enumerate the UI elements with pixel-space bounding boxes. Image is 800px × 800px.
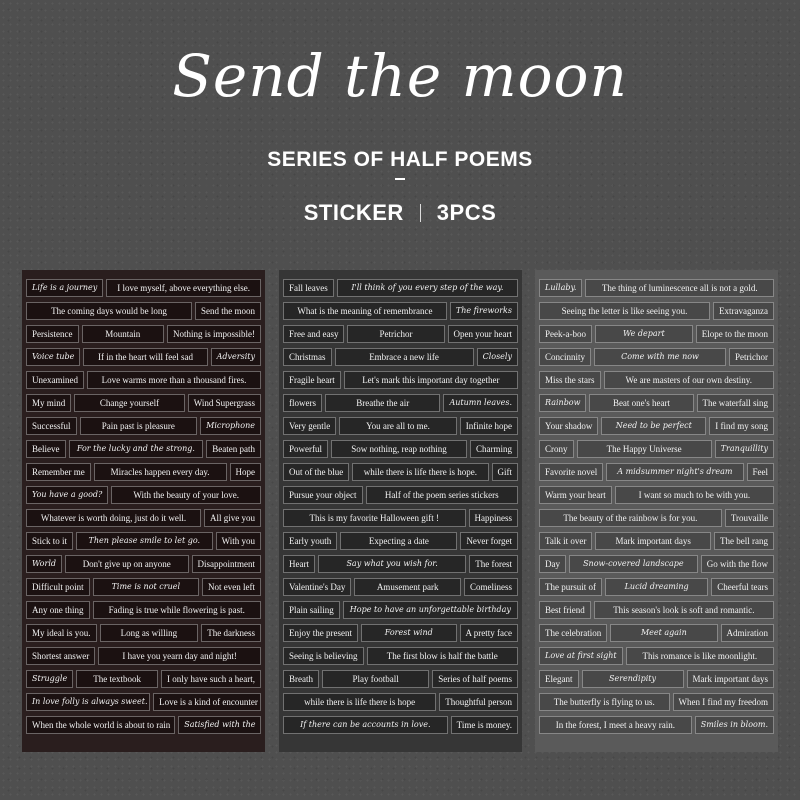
sticker-label: Expecting a date [340, 532, 457, 550]
sticker-row [539, 713, 774, 736]
sticker-label: Disappointment [192, 555, 262, 573]
sticker-label: Difficult point [26, 578, 90, 596]
sticker-label: Stick to it [26, 532, 73, 550]
sticker-label: Lullaby. [539, 279, 582, 297]
sticker-label: Say what you wish for. [318, 555, 466, 573]
sticker-row [283, 276, 518, 299]
sticker-label: Favorite novel [539, 463, 603, 481]
sticker-row [26, 391, 261, 414]
sticker-label: The bell rang [714, 532, 774, 550]
sticker-label: Extravaganza [713, 302, 774, 320]
sticker-row [283, 322, 518, 345]
sticker-label: This romance is like moonlight. [626, 647, 774, 665]
sticker-label: Believe [26, 440, 66, 458]
sticker-row [539, 552, 774, 575]
sticker-row [539, 667, 774, 690]
sticker-row [26, 299, 261, 322]
sticker-label: Enjoy the present [283, 624, 358, 642]
sticker-label: Embrace a new life [335, 348, 474, 366]
sticker-row [283, 437, 518, 460]
sticker-label: The forest [469, 555, 518, 573]
sticker-label: Tranquillity [715, 440, 774, 458]
sticker-label: A midsummer night's dream [606, 463, 743, 481]
product-kind-line [0, 200, 800, 226]
sticker-label: What is the meaning of remembrance [283, 302, 447, 320]
sticker-label: Unexamined [26, 371, 84, 389]
sticker-row [283, 460, 518, 483]
sticker-label: Gift [492, 463, 519, 481]
sticker-label: Series of half poems [432, 670, 518, 688]
sticker-label: Persistence [26, 325, 79, 343]
sticker-label: Then please smile to let go. [76, 532, 213, 550]
sticker-label: I find my song [709, 417, 774, 435]
sticker-label: Plain sailing [283, 601, 340, 619]
separator [420, 204, 421, 222]
sticker-label: Lucid dreaming [605, 578, 708, 596]
sticker-label: Autumn leaves. [443, 394, 518, 412]
sticker-label: Voice tube [26, 348, 80, 366]
sticker-label: A pretty face [460, 624, 518, 642]
sticker-label: The fireworks [450, 302, 518, 320]
sticker-label: With you [216, 532, 261, 550]
sticker-label: Come with me now [594, 348, 726, 366]
sticker-row [26, 552, 261, 575]
sticker-row [26, 690, 261, 713]
sticker-row [283, 299, 518, 322]
sticker-label: Mountain [82, 325, 164, 343]
kind-label: STICKER [303, 200, 404, 225]
sticker-label: Adversity [211, 348, 261, 366]
sticker-label: while there is life there is hope [283, 693, 436, 711]
sticker-label: Powerful [283, 440, 328, 458]
sticker-label: Elope to the moon [696, 325, 774, 343]
sticker-label: Whatever is worth doing, just do it well. [26, 509, 201, 527]
sticker-label: Forest wind [361, 624, 457, 642]
sticker-row [283, 345, 518, 368]
sticker-row [539, 529, 774, 552]
sticker-row [26, 667, 261, 690]
sticker-label: Petrichor [347, 325, 444, 343]
sticker-label: I want so much to be with you. [615, 486, 774, 504]
sticker-label: Half of the poem series stickers [366, 486, 519, 504]
sticker-label: Peek-a-boo [539, 325, 592, 343]
sticker-row [539, 368, 774, 391]
sticker-label: Satisfied with the [178, 716, 261, 734]
sticker-label: I love myself, above everything else. [106, 279, 261, 297]
divider-dash [395, 178, 405, 180]
sticker-row [283, 483, 518, 506]
sticker-label: Time is not cruel [93, 578, 199, 596]
sticker-label: Love warms more than a thousand fires. [87, 371, 261, 389]
sticker-label: Breathe the air [325, 394, 440, 412]
sticker-label: Hope [230, 463, 262, 481]
sticker-label: Change yourself [74, 394, 185, 412]
sticker-label: The Happy Universe [577, 440, 712, 458]
sticker-label: Day [539, 555, 566, 573]
sticker-row [26, 276, 261, 299]
sticker-label: Seeing is believing [283, 647, 364, 665]
sticker-label: Pain past is pleasure [80, 417, 198, 435]
sticker-row [539, 483, 774, 506]
sticker-label: The darkness [201, 624, 261, 642]
sticker-label: We depart [595, 325, 693, 343]
sticker-row [26, 713, 261, 736]
product-title: Send the moon [172, 42, 628, 110]
sticker-label: Free and easy [283, 325, 344, 343]
sticker-row [539, 414, 774, 437]
sticker-label: You have a good? [26, 486, 108, 504]
sticker-label: Hope to have an unforgettable birthday [343, 601, 518, 619]
sticker-row [283, 598, 518, 621]
sticker-label: Early youth [283, 532, 337, 550]
sticker-row [283, 552, 518, 575]
sticker-row [539, 345, 774, 368]
sticker-label: The thing of luminescence all is not a gold. [585, 279, 774, 297]
sticker-label: Successful [26, 417, 77, 435]
sticker-label: The waterfall sing [697, 394, 774, 412]
sticker-label: Seeing the letter is like seeing you. [539, 302, 710, 320]
sticker-label: For the lucky and the strong. [69, 440, 204, 458]
sticker-label: Crony [539, 440, 574, 458]
sticker-label: while there is life there is hope. [352, 463, 488, 481]
sticker-label: Smiles in bloom. [695, 716, 774, 734]
sticker-label: Long as willing [100, 624, 199, 642]
sticker-label: I only have such a heart, [161, 670, 261, 688]
sticker-label: Feel [747, 463, 775, 481]
sticker-label: Thoughtful person [439, 693, 518, 711]
sticker-label: Beat one's heart [589, 394, 693, 412]
sticker-label: With the beauty of your love. [111, 486, 261, 504]
sticker-label: Snow-covered landscape [569, 555, 698, 573]
sticker-label: Go with the flow [701, 555, 774, 573]
sticker-label: Very gentle [283, 417, 336, 435]
sticker-label: Serendipity [582, 670, 684, 688]
sticker-row [283, 368, 518, 391]
sticker-label: Miss the stars [539, 371, 601, 389]
sticker-label: flowers [283, 394, 322, 412]
sticker-row [539, 644, 774, 667]
sticker-label: Shortest answer [26, 647, 95, 665]
sticker-row [283, 529, 518, 552]
sticker-row [26, 529, 261, 552]
sticker-label: In the forest, I meet a heavy rain. [539, 716, 692, 734]
sticker-row [539, 460, 774, 483]
sticker-label: Rainbow [539, 394, 586, 412]
sticker-sheet-2 [279, 270, 522, 752]
sticker-label: My mind [26, 394, 71, 412]
sticker-row [26, 460, 261, 483]
sticker-label: In love folly is always sweet. [26, 693, 150, 711]
sticker-row [283, 690, 518, 713]
sticker-label: Concinnity [539, 348, 591, 366]
sticker-label: Sow nothing, reap nothing [331, 440, 467, 458]
sticker-label: World [26, 555, 62, 573]
sticker-label: Admiration [721, 624, 775, 642]
sticker-label: Nothing is impossible! [167, 325, 261, 343]
sticker-row [539, 690, 774, 713]
sticker-row [539, 437, 774, 460]
sticker-label: If in the heart will feel sad [83, 348, 207, 366]
sticker-row [26, 575, 261, 598]
sticker-label: Need to be perfect [601, 417, 706, 435]
sticker-label: Open your heart [448, 325, 518, 343]
sticker-label: My ideal is you. [26, 624, 97, 642]
sticker-label: Valentine's Day [283, 578, 351, 596]
sticker-label: I have you yearn day and night! [98, 647, 261, 665]
sticker-label: Not even left [202, 578, 261, 596]
sticker-row [26, 437, 261, 460]
sticker-row [26, 414, 261, 437]
sticker-row [283, 506, 518, 529]
sticker-row [539, 598, 774, 621]
sticker-label: Microphone [200, 417, 261, 435]
sticker-label: Infinite hope [460, 417, 518, 435]
sticker-label: Let's mark this important day together [344, 371, 518, 389]
sticker-row [26, 644, 261, 667]
sticker-label: Any one thing [26, 601, 90, 619]
sticker-label: Beaten path [206, 440, 261, 458]
sticker-label: Heart [283, 555, 315, 573]
sticker-row [283, 391, 518, 414]
sticker-row [26, 322, 261, 345]
sticker-label: If there can be accounts in love. [283, 716, 448, 734]
sticker-label: Happiness [469, 509, 519, 527]
sticker-label: Charming [470, 440, 518, 458]
sticker-label: Never forget [460, 532, 518, 550]
sticker-label: This is my favorite Halloween gift ! [283, 509, 466, 527]
sticker-row [539, 299, 774, 322]
sticker-row [26, 483, 261, 506]
sticker-label: Meet again [610, 624, 717, 642]
sticker-label: The first blow is half the battle [367, 647, 519, 665]
sticker-row [539, 391, 774, 414]
sticker-row [539, 506, 774, 529]
sticker-label: Fall leaves [283, 279, 334, 297]
sticker-label: Remember me [26, 463, 91, 481]
sticker-row [539, 276, 774, 299]
sticker-label: I'll think of you every step of the way. [337, 279, 518, 297]
sticker-row [26, 598, 261, 621]
sticker-label: Miracles happen every day. [94, 463, 227, 481]
sticker-row [283, 575, 518, 598]
sticker-label: Send the moon [195, 302, 261, 320]
sticker-label: Play football [322, 670, 429, 688]
sticker-label: Time is money. [451, 716, 518, 734]
sticker-row [539, 575, 774, 598]
sticker-label: The butterfly is flying to us. [539, 693, 670, 711]
sticker-row [283, 667, 518, 690]
sticker-label: Mark important days [595, 532, 711, 550]
sticker-label: This season's look is soft and romantic. [594, 601, 774, 619]
sticker-label: Your shadow [539, 417, 598, 435]
sticker-label: Warm your heart [539, 486, 612, 504]
sticker-label: Pursue your object [283, 486, 363, 504]
sticker-label: Wind Supergrass [188, 394, 261, 412]
sticker-label: The coming days would be long [26, 302, 192, 320]
sticker-label: Fading is true while flowering is past. [93, 601, 262, 619]
sticker-label: Christmas [283, 348, 332, 366]
sticker-label: Elegant [539, 670, 579, 688]
sticker-row [26, 506, 261, 529]
sticker-row [283, 414, 518, 437]
sticker-label: Amusement park [354, 578, 461, 596]
sticker-label: Love is a kind of encounter [153, 693, 261, 711]
sticker-label: Out of the blue [283, 463, 349, 481]
sticker-label: Mark important days [687, 670, 775, 688]
sticker-label: The pursuit of [539, 578, 602, 596]
sticker-row [26, 368, 261, 391]
sticker-label: Fragile heart [283, 371, 341, 389]
sticker-row [539, 621, 774, 644]
count-label: 3PCS [436, 200, 497, 225]
sticker-label: Love at first sight [539, 647, 623, 665]
sticker-sheet-1 [22, 270, 265, 752]
sticker-label: Don't give up on anyone [65, 555, 189, 573]
sticker-row [283, 713, 518, 736]
sticker-label: Cheerful tears [711, 578, 774, 596]
sticker-label: The beauty of the rainbow is for you. [539, 509, 722, 527]
sticker-label: All give you [204, 509, 261, 527]
sticker-row [26, 345, 261, 368]
sticker-label: Closely [477, 348, 518, 366]
product-subtitle: SERIES OF HALF POEMS [267, 148, 533, 171]
sticker-row [26, 621, 261, 644]
sticker-label: When I find my freedom [673, 693, 774, 711]
sticker-label: Comeliness [464, 578, 518, 596]
sticker-label: Best friend [539, 601, 591, 619]
sticker-sheet-3 [535, 270, 778, 752]
sticker-label: Life is a journey [26, 279, 103, 297]
sticker-label: Struggle [26, 670, 73, 688]
sticker-label: Talk it over [539, 532, 592, 550]
sticker-label: The textbook [76, 670, 158, 688]
sticker-label: You are all to me. [339, 417, 457, 435]
sticker-row [283, 644, 518, 667]
sticker-label: We are masters of our own destiny. [604, 371, 775, 389]
sticker-label: The celebration [539, 624, 607, 642]
sticker-label: When the whole world is about to rain [26, 716, 175, 734]
sticker-label: Trouvaille [725, 509, 774, 527]
sticker-label: Breath [283, 670, 319, 688]
sticker-row [539, 322, 774, 345]
sticker-label: Petrichor [729, 348, 774, 366]
sticker-row [283, 621, 518, 644]
